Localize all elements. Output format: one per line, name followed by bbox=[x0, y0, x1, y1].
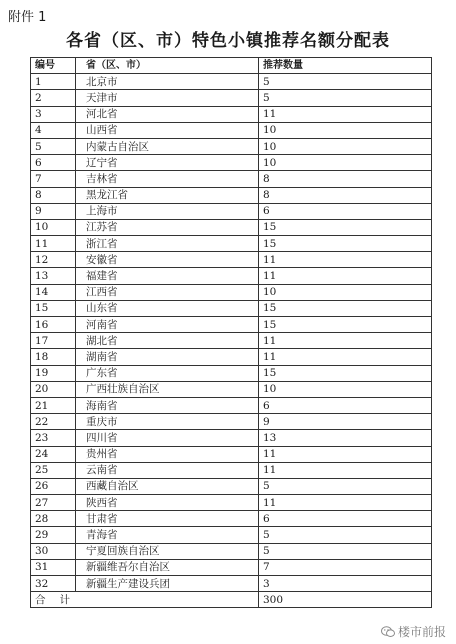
row-number: 32 bbox=[31, 576, 76, 592]
row-count: 15 bbox=[259, 317, 432, 333]
row-count: 10 bbox=[259, 155, 432, 171]
row-number: 21 bbox=[31, 397, 76, 413]
table-row bbox=[31, 300, 432, 316]
wechat-icon bbox=[381, 626, 395, 638]
table-row bbox=[31, 414, 432, 430]
row-number: 15 bbox=[31, 300, 76, 316]
table-row bbox=[31, 138, 432, 154]
row-province: 河南省 bbox=[76, 317, 259, 333]
table-body bbox=[31, 74, 432, 592]
table-row bbox=[31, 543, 432, 559]
row-number: 10 bbox=[31, 219, 76, 235]
row-number: 23 bbox=[31, 430, 76, 446]
row-number: 2 bbox=[31, 90, 76, 106]
table-row bbox=[31, 430, 432, 446]
row-province: 湖北省 bbox=[76, 333, 259, 349]
row-province: 新疆维吾尔自治区 bbox=[76, 559, 259, 575]
row-number: 24 bbox=[31, 446, 76, 462]
attachment-label: 附件 1 bbox=[8, 10, 47, 25]
row-count: 11 bbox=[259, 349, 432, 365]
row-number: 20 bbox=[31, 381, 76, 397]
watermark bbox=[381, 623, 446, 640]
table-row bbox=[31, 90, 432, 106]
row-number: 19 bbox=[31, 365, 76, 381]
row-number: 16 bbox=[31, 317, 76, 333]
header-count: 推荐数量 bbox=[259, 58, 432, 74]
row-province: 新疆生产建设兵团 bbox=[76, 576, 259, 592]
table-row bbox=[31, 187, 432, 203]
row-count: 11 bbox=[259, 106, 432, 122]
table-row bbox=[31, 203, 432, 219]
table-row bbox=[31, 106, 432, 122]
row-province: 宁夏回族自治区 bbox=[76, 543, 259, 559]
row-count: 3 bbox=[259, 576, 432, 592]
row-province: 安徽省 bbox=[76, 252, 259, 268]
table-row bbox=[31, 74, 432, 90]
row-count: 11 bbox=[259, 333, 432, 349]
total-row bbox=[31, 592, 432, 608]
row-count: 10 bbox=[259, 122, 432, 138]
row-count: 7 bbox=[259, 559, 432, 575]
row-number: 18 bbox=[31, 349, 76, 365]
row-count: 5 bbox=[259, 543, 432, 559]
row-count: 15 bbox=[259, 236, 432, 252]
row-number: 9 bbox=[31, 203, 76, 219]
row-count: 13 bbox=[259, 430, 432, 446]
row-province: 重庆市 bbox=[76, 414, 259, 430]
row-number: 30 bbox=[31, 543, 76, 559]
table-row bbox=[31, 559, 432, 575]
row-province: 天津市 bbox=[76, 90, 259, 106]
row-province: 吉林省 bbox=[76, 171, 259, 187]
row-province: 江西省 bbox=[76, 284, 259, 300]
row-number: 1 bbox=[31, 74, 76, 90]
row-province: 河北省 bbox=[76, 106, 259, 122]
row-number: 8 bbox=[31, 187, 76, 203]
row-number: 25 bbox=[31, 462, 76, 478]
row-province: 青海省 bbox=[76, 527, 259, 543]
row-number: 22 bbox=[31, 414, 76, 430]
row-province: 陕西省 bbox=[76, 495, 259, 511]
row-number: 31 bbox=[31, 559, 76, 575]
row-count: 10 bbox=[259, 138, 432, 154]
row-number: 26 bbox=[31, 478, 76, 494]
row-count: 5 bbox=[259, 527, 432, 543]
row-number: 12 bbox=[31, 252, 76, 268]
table-row bbox=[31, 333, 432, 349]
table-row bbox=[31, 446, 432, 462]
row-province: 贵州省 bbox=[76, 446, 259, 462]
total-label: 合计 bbox=[35, 593, 84, 606]
row-count: 11 bbox=[259, 268, 432, 284]
table-row bbox=[31, 381, 432, 397]
row-province: 山西省 bbox=[76, 122, 259, 138]
row-province: 广西壮族自治区 bbox=[76, 381, 259, 397]
row-province: 甘肃省 bbox=[76, 511, 259, 527]
row-count: 6 bbox=[259, 511, 432, 527]
row-province: 辽宁省 bbox=[76, 155, 259, 171]
row-count: 15 bbox=[259, 219, 432, 235]
row-province: 内蒙古自治区 bbox=[76, 138, 259, 154]
row-province: 海南省 bbox=[76, 397, 259, 413]
row-number: 5 bbox=[31, 138, 76, 154]
row-province: 福建省 bbox=[76, 268, 259, 284]
table-row bbox=[31, 365, 432, 381]
table-row bbox=[31, 122, 432, 138]
row-count: 11 bbox=[259, 495, 432, 511]
row-number: 7 bbox=[31, 171, 76, 187]
table-row bbox=[31, 511, 432, 527]
row-number: 17 bbox=[31, 333, 76, 349]
row-number: 3 bbox=[31, 106, 76, 122]
row-province: 广东省 bbox=[76, 365, 259, 381]
total-count: 300 bbox=[259, 592, 432, 608]
row-province: 四川省 bbox=[76, 430, 259, 446]
total-label-cell bbox=[31, 592, 259, 608]
row-province: 北京市 bbox=[76, 74, 259, 90]
row-province: 西藏自治区 bbox=[76, 478, 259, 494]
row-count: 5 bbox=[259, 74, 432, 90]
table-row bbox=[31, 576, 432, 592]
row-count: 5 bbox=[259, 90, 432, 106]
table-row bbox=[31, 317, 432, 333]
table-row bbox=[31, 462, 432, 478]
row-count: 8 bbox=[259, 187, 432, 203]
row-count: 15 bbox=[259, 365, 432, 381]
row-count: 9 bbox=[259, 414, 432, 430]
row-count: 6 bbox=[259, 203, 432, 219]
row-province: 湖南省 bbox=[76, 349, 259, 365]
row-count: 5 bbox=[259, 478, 432, 494]
row-count: 11 bbox=[259, 252, 432, 268]
table-row bbox=[31, 268, 432, 284]
row-province: 云南省 bbox=[76, 462, 259, 478]
row-count: 8 bbox=[259, 171, 432, 187]
table-row bbox=[31, 219, 432, 235]
table-row bbox=[31, 252, 432, 268]
document-title: 各省（区、市）特色小镇推荐名额分配表 bbox=[66, 31, 390, 51]
watermark-text: 楼市前报 bbox=[397, 625, 446, 639]
row-number: 14 bbox=[31, 284, 76, 300]
table-row bbox=[31, 171, 432, 187]
row-province: 浙江省 bbox=[76, 236, 259, 252]
row-number: 4 bbox=[31, 122, 76, 138]
header-province: 省（区、市） bbox=[76, 58, 259, 74]
row-count: 10 bbox=[259, 284, 432, 300]
table-row bbox=[31, 397, 432, 413]
row-province: 黑龙江省 bbox=[76, 187, 259, 203]
row-province: 山东省 bbox=[76, 300, 259, 316]
table-row bbox=[31, 349, 432, 365]
row-number: 11 bbox=[31, 236, 76, 252]
table-header-row bbox=[31, 58, 432, 74]
table-row bbox=[31, 155, 432, 171]
quota-table bbox=[30, 57, 432, 608]
row-number: 28 bbox=[31, 511, 76, 527]
row-count: 11 bbox=[259, 462, 432, 478]
row-number: 13 bbox=[31, 268, 76, 284]
row-count: 10 bbox=[259, 381, 432, 397]
table-row bbox=[31, 284, 432, 300]
table-row bbox=[31, 495, 432, 511]
row-number: 29 bbox=[31, 527, 76, 543]
row-number: 27 bbox=[31, 495, 76, 511]
row-province: 江苏省 bbox=[76, 219, 259, 235]
row-count: 6 bbox=[259, 397, 432, 413]
row-count: 11 bbox=[259, 446, 432, 462]
table-row bbox=[31, 478, 432, 494]
header-number: 编号 bbox=[31, 58, 76, 74]
table-row bbox=[31, 236, 432, 252]
table-row bbox=[31, 527, 432, 543]
row-count: 15 bbox=[259, 300, 432, 316]
row-number: 6 bbox=[31, 155, 76, 171]
row-province: 上海市 bbox=[76, 203, 259, 219]
